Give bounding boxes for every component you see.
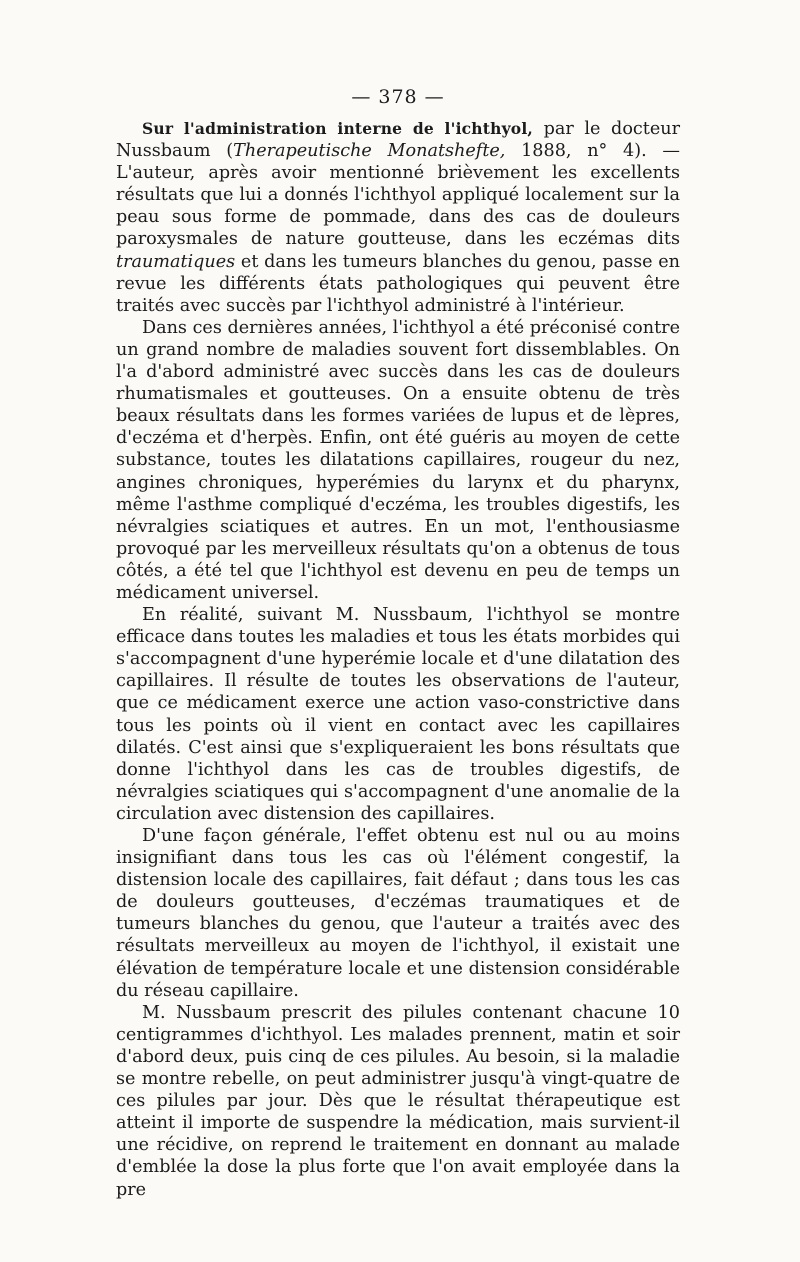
paragraph-5: M. Nussbaum prescrit des pilules contenant chacune 10 centigrammes d'ichthyol. Les malades prennent, matin et soir d'abord deux, puis cinq de ces pilules. Au besoin, si la maladie se montre rebelle, on peut administrer jusqu'à vingt-quatre de ces pilules par jour. Dès que le résultat thérapeutique est atteint il importe de suspendre la médication, mais survient-il une récidive, on reprend le traitement en donnant au malade d'emblée la dose la plus forte que l'on avait employée dans la pre <box>116 1002 680 1200</box>
paragraph-4: D'une façon générale, l'effet obtenu est nul ou au moins insignifiant dans tous les cas où l'élément congestif, la distension locale des capillaires, fait défaut ; dans tous les cas de douleurs goutteuses, d'eczémas traumatiques et de tumeurs blanches du genou, que l'auteur a traités avec des résultats merveilleux au moyen de l'ichthyol, il existait une élévation de température locale et une distension considérable du réseau capillaire. <box>116 826 680 1001</box>
paragraph-1-text-a: par le docteur Nussbaum ( <box>116 119 680 162</box>
journal-title: Therapeutische Monatshefte, <box>233 141 506 162</box>
article-title: Sur l'administration interne de l'ichthyol, <box>142 119 534 138</box>
paragraph-1 <box>116 118 680 317</box>
italic-term: traumatiques <box>116 251 236 272</box>
paragraph-2: Dans ces dernières années, l'ichthyol a été préconisé contre un grand nombre de maladies souvent fort dissemblables. On l'a d'abord administré avec succès dans les cas de douleurs rhumatismales et goutteuses. On a ensuite obtenu de très beaux résultats dans les formes variées de lupus et de lèpres, d'eczéma et d'herpès. Enfin, ont été guéris au moyen de cette substance, toutes les dilatations capillaires, rougeur du nez, angines chroniques, hyperémies du larynx et du pharynx, même l'asthme compliqué d'eczéma, les troubles digestifs, les névralgies sciatiques et autres. En un mot, l'enthousiasme provoqué par les merveilleux résultats qu'on a obtenus de tous côtés, a été tel que l'ichthyol est devenu en peu de temps un médicament universel. <box>116 317 680 603</box>
text-block <box>116 86 680 1201</box>
paragraph-3: En réalité, suivant M. Nussbaum, l'ichthyol se montre efficace dans toutes les maladies et tous les états morbides qui s'accompagnent d'une hyperémie locale et d'une dilatation des capillaires. Il résulte de toutes les observations de l'auteur, que ce médicament exerce une action vaso-constrictive dans tous les points où il vient en contact avec les capillaires dilatés. C'est ainsi que s'expliqueraient les bons résultats que donne l'ichthyol dans les cas de troubles digestifs, de névralgies sciatiques qui s'accompagnent d'une anomalie de la circulation avec distension des capillaires. <box>116 605 680 824</box>
paragraph-1-text-c: et dans les tumeurs blanches du genou, passe en revue les différents états pathologiques qui peuvent être traités avec succès par l'ichthyol administré à l'intérieur. <box>116 251 680 316</box>
page-number: — 378 — <box>351 86 445 108</box>
paragraph-1-text-b: 1888, n° 4). — L'auteur, après avoir mentionné brièvement les excellents résultats que lui a donnés l'ichthyol appliqué localement sur la peau sous forme de pommade, dans des cas de douleurs paroxysmales de nature goutteuse, dans les eczémas dits <box>116 141 680 250</box>
